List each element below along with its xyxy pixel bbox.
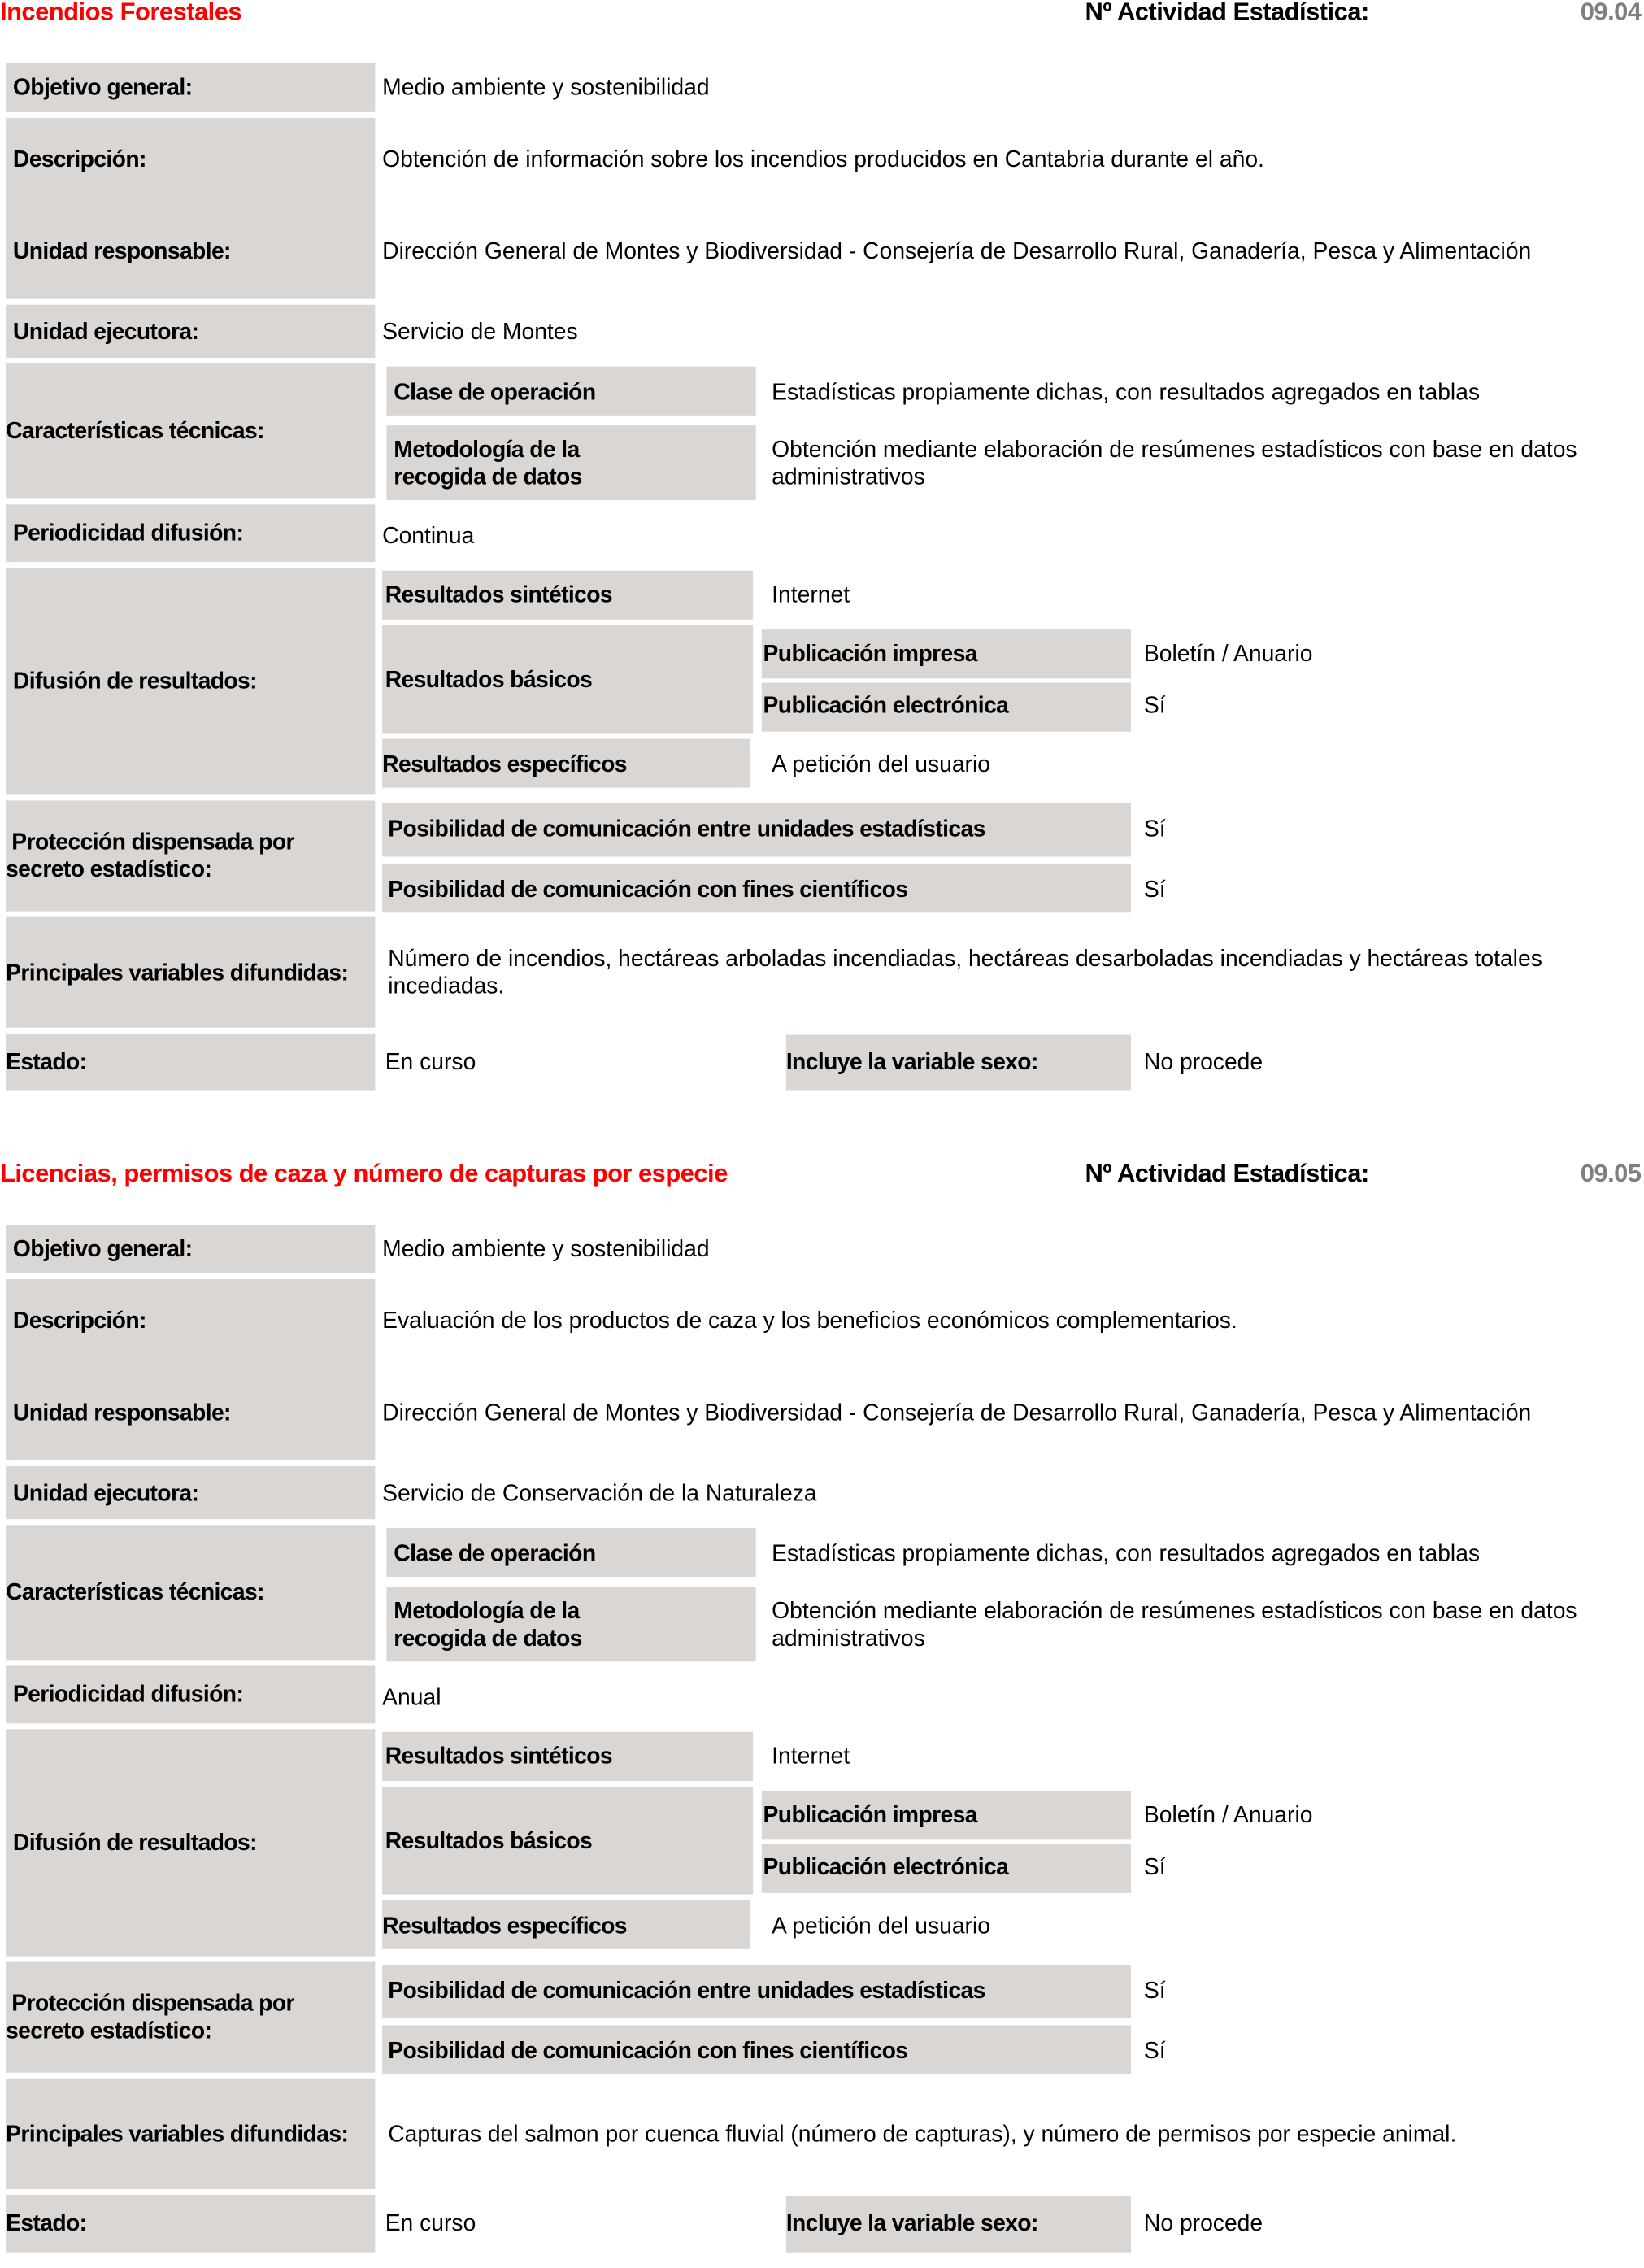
comm-units-label: Posibilidad de comunicación entre unidades estadísticas: [388, 817, 985, 842]
responsible-unit-label: Unidad responsable:: [12, 1401, 231, 1426]
description-value: Obtención de información sobre los incendios producidos en Cantabria durante el año.: [382, 148, 1264, 173]
synthetic-results-value: Internet: [772, 1744, 850, 1770]
objective-label: Objetivo general:: [12, 1237, 193, 1262]
comm-science-value: Sí: [1143, 2039, 1166, 2065]
methodology-value-line1: Obtención mediante elaboración de resúmenes estadísticos con base en datos: [772, 1600, 1577, 1625]
protection-label-line2: secreto estadístico:: [6, 2019, 212, 2044]
operation-class-label: Clase de operación: [394, 381, 596, 406]
methodology-value-line2: administrativos: [772, 1626, 925, 1652]
periodicity-value: Anual: [382, 1686, 441, 1711]
operation-class-value: Estadísticas propiamente dichas, con resultados agregados en tablas: [772, 1542, 1481, 1567]
dissemination-label: Difusión de resultados:: [12, 1831, 257, 1856]
electronic-publication-value: Sí: [1143, 1855, 1166, 1880]
protection-label-line1: Protección dispensada por: [6, 830, 294, 855]
specific-results-label: Resultados específicos: [382, 1914, 627, 1939]
description-responsible-label-cell: [6, 1279, 375, 1460]
operation-class-value: Estadísticas propiamente dichas, con resultados agregados en tablas: [772, 381, 1481, 406]
executing-unit-value: Servicio de Conservación de la Naturaleza: [382, 1482, 817, 1507]
executing-unit-value: Servicio de Montes: [382, 320, 578, 346]
status-label: Estado:: [6, 2212, 87, 2237]
activity-number: 09.04: [1580, 0, 1642, 26]
synthetic-results-value: Internet: [772, 583, 850, 608]
comm-units-label: Posibilidad de comunicación entre unidades estadísticas: [388, 1979, 985, 2004]
objective-value: Medio ambiente y sostenibilidad: [382, 76, 710, 101]
sex-variable-label: Incluye la variable sexo:: [785, 1051, 1038, 1076]
printed-publication-value: Boletín / Anuario: [1143, 642, 1313, 668]
operation-class-label: Clase de operación: [394, 1542, 596, 1567]
main-variables-label: Principales variables difundidas:: [6, 2122, 349, 2148]
basic-results-label: Resultados básicos: [385, 1830, 593, 1855]
status-label: Estado:: [6, 1051, 87, 1076]
sex-variable-value: No procede: [1143, 2212, 1263, 2237]
methodology-label-line2: recogida de datos: [394, 465, 582, 490]
periodicity-value: Continua: [382, 525, 475, 550]
description-value: Evaluación de los productos de caza y los beneficios económicos complementarios.: [382, 1309, 1237, 1334]
sex-variable-value: No procede: [1143, 1051, 1263, 1076]
technical-features-label: Características técnicas:: [6, 1581, 264, 1606]
dissemination-label: Difusión de resultados:: [12, 669, 257, 694]
responsible-unit-value: Dirección General de Montes y Biodiversidad - Consejería de Desarrollo Rural, Ganadería, Pesca y Alimentación: [382, 1401, 1532, 1426]
specific-results-value: A petición del usuario: [772, 753, 991, 778]
comm-units-value: Sí: [1143, 1979, 1166, 2004]
description-label: Descripción:: [12, 148, 146, 173]
protection-label-line1: Protección dispensada por: [6, 1992, 294, 2017]
activity-title: Incendios Forestales: [0, 0, 242, 26]
methodology-value-line1: Obtención mediante elaboración de resúmenes estadísticos con base en datos: [772, 438, 1577, 464]
specific-results-value: A petición del usuario: [772, 1914, 991, 1939]
periodicity-label: Periodicidad difusión:: [12, 521, 244, 546]
status-value: En curso: [385, 1051, 476, 1076]
methodology-label-line2: recogida de datos: [394, 1626, 582, 1652]
objective-value: Medio ambiente y sostenibilidad: [382, 1237, 710, 1262]
printed-publication-value: Boletín / Anuario: [1143, 1804, 1313, 1829]
synthetic-results-label: Resultados sintéticos: [385, 583, 613, 608]
main-variables-label: Principales variables difundidas:: [6, 961, 349, 986]
main-variables-value-line1: Número de incendios, hectáreas arboladas incendiadas, hectáreas desarboladas incendiadas y hectáreas totales: [388, 947, 1542, 972]
synthetic-results-label: Resultados sintéticos: [385, 1744, 613, 1770]
electronic-publication-value: Sí: [1143, 694, 1166, 719]
specific-results-label: Resultados específicos: [382, 753, 627, 778]
electronic-publication-label: Publicación electrónica: [763, 694, 1009, 719]
comm-science-label: Posibilidad de comunicación con fines científicos: [388, 2039, 908, 2065]
comm-science-value: Sí: [1143, 877, 1166, 903]
responsible-unit-value: Dirección General de Montes y Biodiversidad - Consejería de Desarrollo Rural, Ganadería, Pesca y Alimentación: [382, 240, 1532, 265]
activity-title: Licencias, permisos de caza y número de capturas por especie: [0, 1158, 728, 1187]
methodology-label-line1: Metodología de la: [394, 1600, 580, 1625]
description-responsible-label-cell: [6, 118, 375, 299]
activity-number-label: Nº Actividad Estadística:: [1085, 0, 1369, 26]
objective-label: Objetivo general:: [12, 76, 193, 101]
printed-publication-label: Publicación impresa: [763, 1804, 977, 1829]
status-value: En curso: [385, 2212, 476, 2237]
technical-features-label: Características técnicas:: [6, 420, 264, 445]
main-variables-value-line1: Capturas del salmon por cuenca fluvial (número de capturas), y número de permisos por especie animal.: [388, 2122, 1457, 2148]
executing-unit-label: Unidad ejecutora:: [12, 1482, 199, 1507]
description-label: Descripción:: [12, 1309, 146, 1334]
executing-unit-label: Unidad ejecutora:: [12, 320, 199, 346]
statistical-activity-card: [0, 0, 1644, 1107]
protection-label-line2: secreto estadístico:: [6, 858, 212, 883]
main-variables-value-line2: incediadas.: [388, 974, 505, 999]
activity-number-label: Nº Actividad Estadística:: [1085, 1158, 1369, 1187]
sex-variable-label: Incluye la variable sexo:: [785, 2212, 1038, 2237]
comm-science-label: Posibilidad de comunicación con fines científicos: [388, 877, 908, 903]
statistical-activity-card: [0, 1158, 1644, 2268]
comm-units-value: Sí: [1143, 817, 1166, 842]
methodology-label-line1: Metodología de la: [394, 438, 580, 464]
basic-results-label: Resultados básicos: [385, 668, 593, 693]
periodicity-label: Periodicidad difusión:: [12, 1682, 244, 1708]
activity-number: 09.05: [1580, 1158, 1642, 1187]
responsible-unit-label: Unidad responsable:: [12, 240, 231, 265]
methodology-value-line2: administrativos: [772, 465, 925, 490]
electronic-publication-label: Publicación electrónica: [763, 1855, 1009, 1880]
printed-publication-label: Publicación impresa: [763, 642, 977, 668]
